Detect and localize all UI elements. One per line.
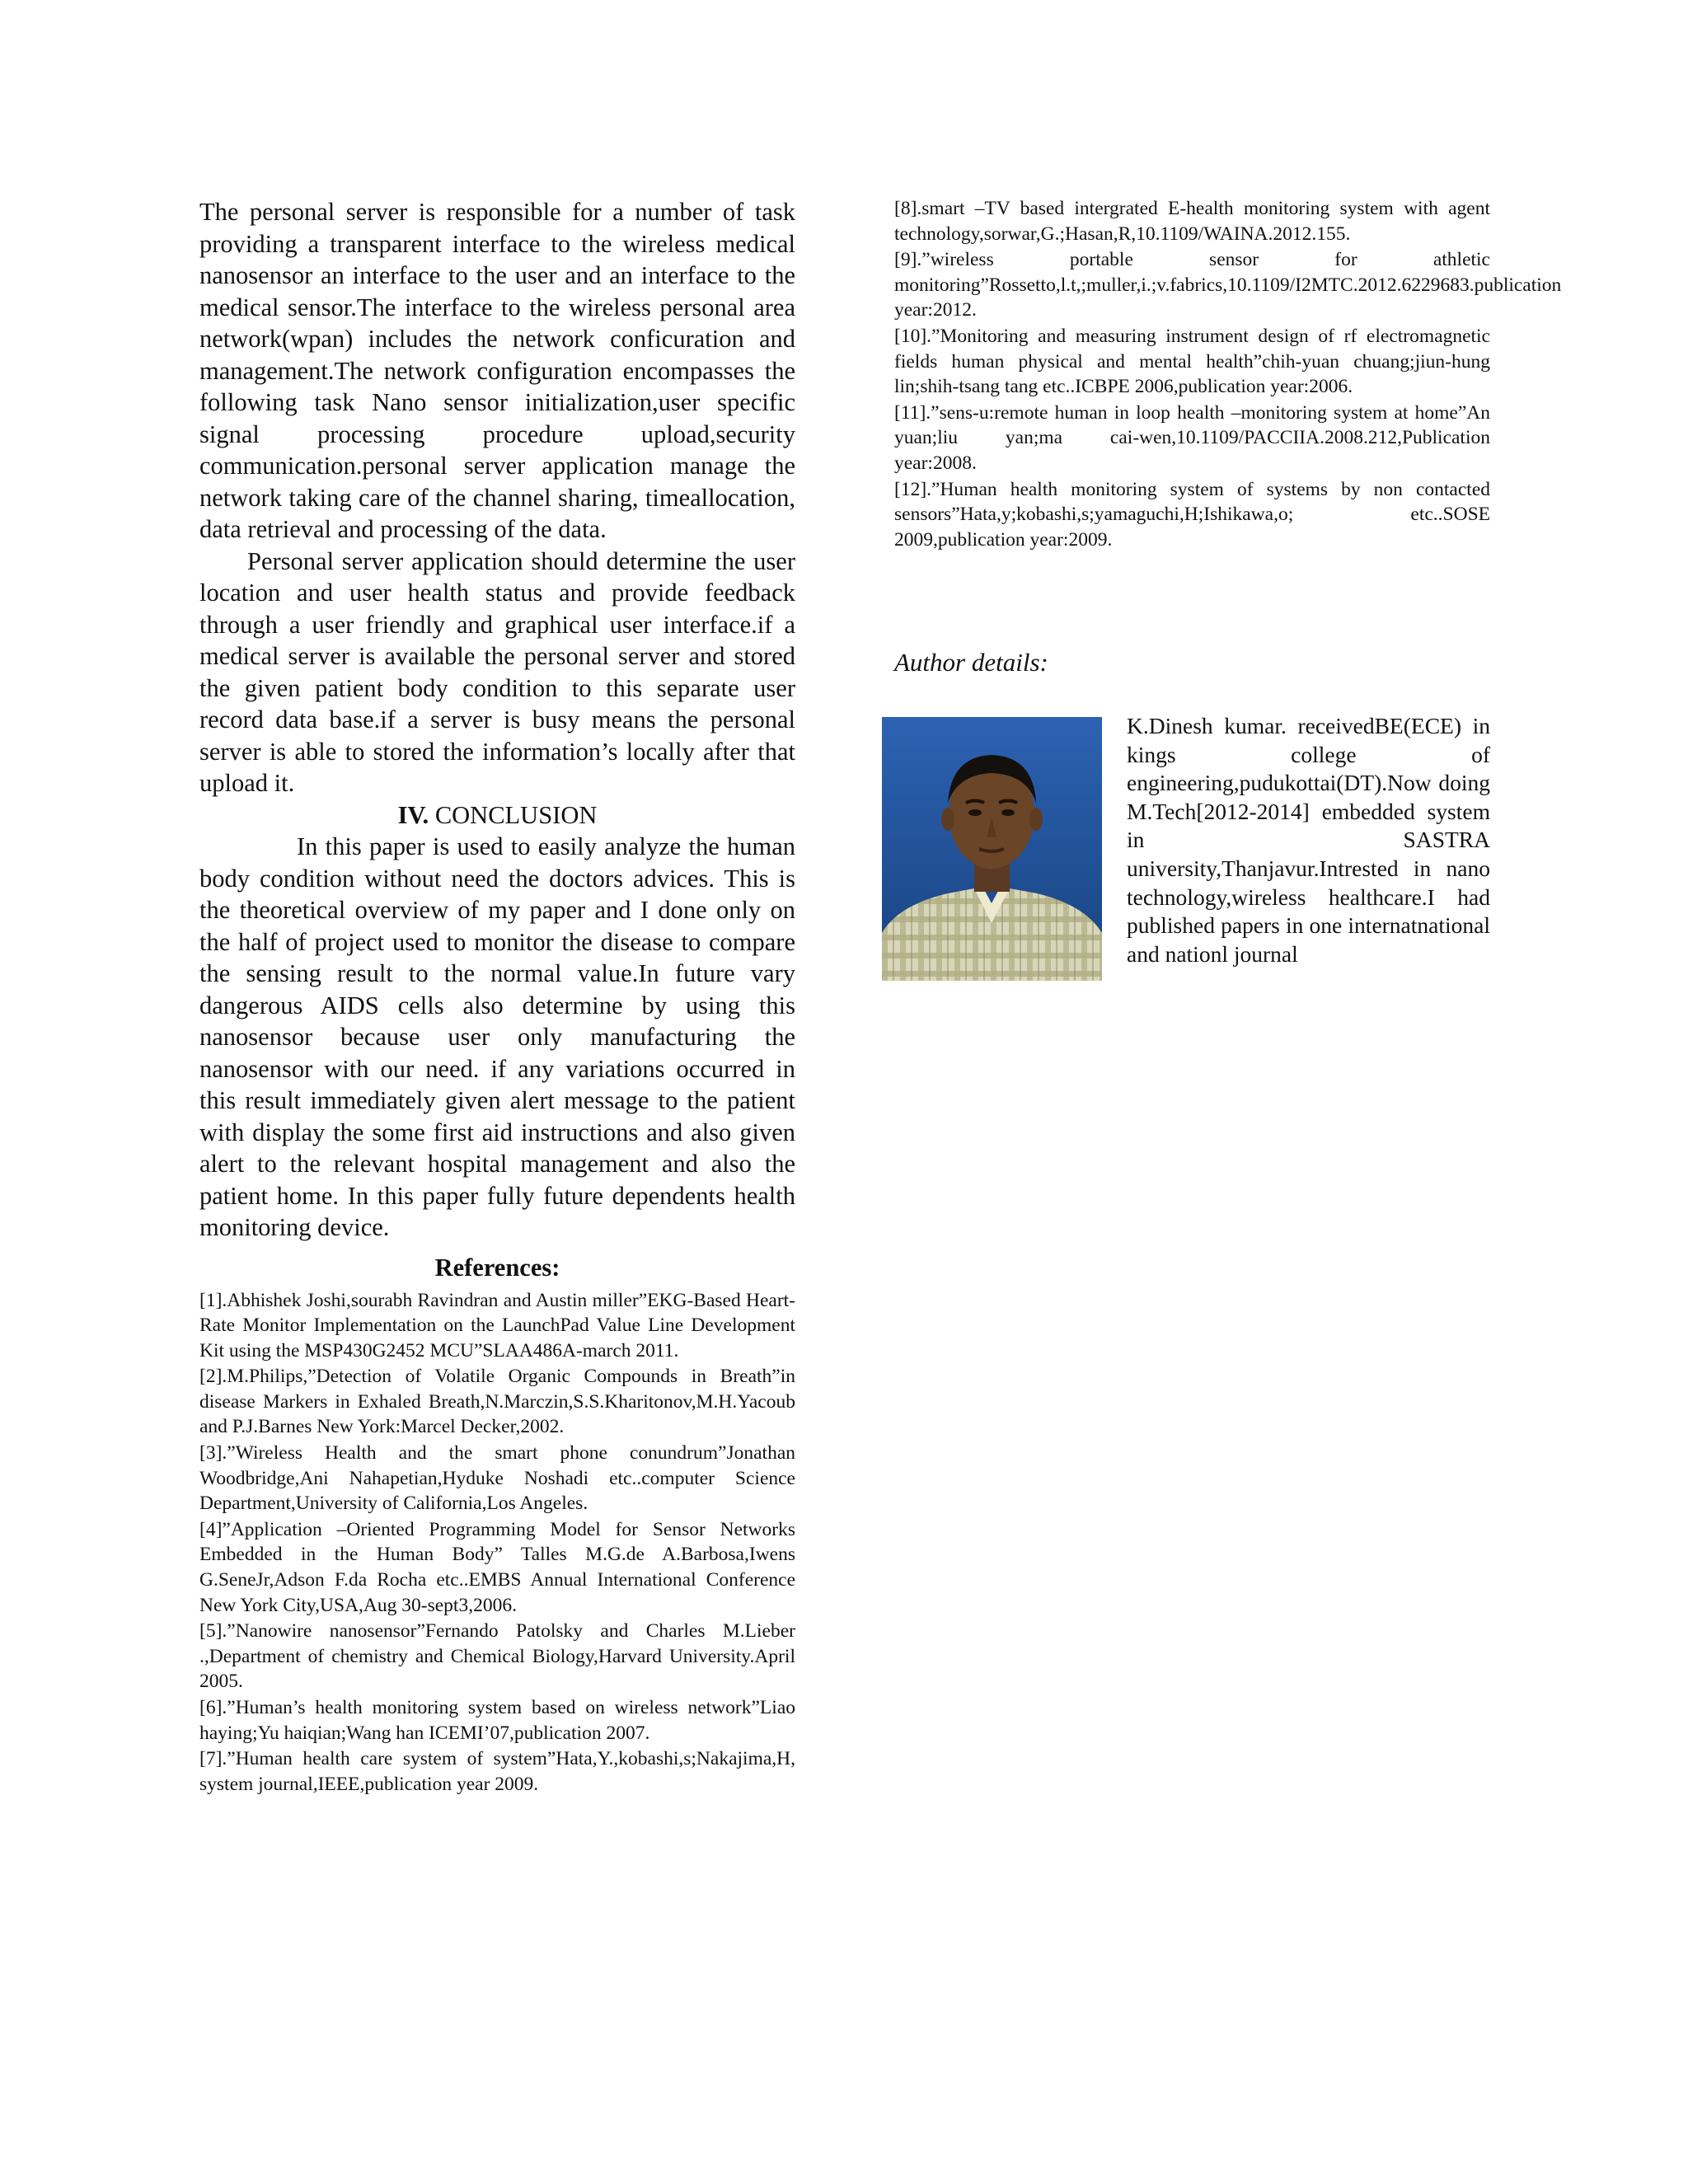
conclusion-title: CONCLUSION [434, 800, 598, 829]
references-heading: References: [434, 1253, 560, 1282]
references-list-right [894, 196, 1562, 552]
author-photo [882, 717, 1102, 981]
reference-item: [5].”Nanowire nanosensor”Fernando Patolsky and Charles M.Lieber .,Department of chemistry and Chemical Biology,Harvard University.April 2005. [199, 1620, 795, 1693]
right-column [894, 196, 1562, 967]
reference-item: [9].”wireless portable sensor for athletic monitoring”Rossetto,l.t,;muller,i.;v.fabrics,10.1109/I2MTC.2012.6229683.publication year:2012. [894, 249, 1562, 321]
reference-item: [12].”Human health monitoring system of systems by non contacted sensors”Hata,y;kobashi,s;yamaguchi,H;Ishikawa,o; etc..SOSE 2009,publication year:2009. [894, 478, 1490, 551]
reference-item: [1].Abhishek Joshi,sourabh Ravindran and Austin miller”EKG-Based Heart-Rate Monitor Implementation on the LaunchPad Value Line Development Kit using the MSP430G2452 MCU”SLAA486A-march 2011. [199, 1289, 795, 1361]
left-column [199, 196, 795, 1797]
reference-item: [11].”sens-u:remote human in loop health –monitoring system at home”An yuan;liu yan;ma cai-wen,10.1109/PACCIIA.2008.212,Publication year:2008. [894, 401, 1490, 474]
conclusion-number: IV. [397, 800, 429, 829]
reference-item: [6].”Human’s health monitoring system based on wireless network”Liao haying;Yu haiqian;Wang han ICEMI’07,publication 2007. [199, 1697, 795, 1744]
author-bio: K.Dinesh kumar. receivedBE(ECE) in kings college of engineering,pudukottai(DT).Now doing M.Tech[2012-2014] embedded system in SASTRA university,Thanjavur.Intrested in nano technology,wireless healthcare.I had published papers in one internatnational and nationl journal [1127, 713, 1490, 967]
body-paragraph-server-application: Personal server application should determine the user location and user health status and provide feedback through a user friendly and graphical user interface.if a medical server is available the personal server and stored the given patient body condition to this separate user record data base.if a server is busy means the personal server is able to stored the information’s locally after that upload it. [199, 546, 795, 797]
reference-item: [3].”Wireless Health and the smart phone conundrum”Jonathan Woodbridge,Ani Nahapetian,Hyduke Noshadi etc..computer Science Department,University of California,Los Angeles. [199, 1442, 795, 1515]
reference-item: [8].smart –TV based intergrated E-health monitoring system with agent technology,sorwar,G.;Hasan,R,10.1109/WAINA.2012.155. [894, 198, 1490, 245]
author-details-heading: Author details: [894, 648, 1048, 677]
reference-item: [10].”Monitoring and measuring instrument design of rf electromagnetic fields human physical and mental health”chih-yuan chuang;jiun-hung lin;shih-tsang tang etc..ICBPE 2006,publication year:2006. [894, 325, 1490, 398]
author-portrait-illustration [882, 717, 1102, 981]
references-list-left [199, 1288, 795, 1797]
conclusion-paragraph: In this paper is used to easily analyze the human body condition without need the doctors advices. This is the theoretical overview of my paper and I done only on the half of project used to monitor the disease to compare the sensing result to the normal value.In future vary dangerous AIDS cells also determine by using this nanosensor because user only manufacturing the nanosensor with our need. if any variations occurred in this result immediately given alert message to the patient with display the some first aid instructions and also given alert to the relevant hospital management and also the patient home. In this paper fully future dependents health monitoring device. [199, 832, 795, 1241]
reference-item: [2].M.Philips,”Detection of Volatile Organic Compounds in Breath”in disease Markers in Exhaled Breath,N.Marczin,S.S.Kharitonov,M.H.Yacoub and P.J.Barnes New York:Marcel Decker,2002. [199, 1366, 795, 1438]
conclusion-heading [199, 799, 795, 832]
body-paragraph-personal-server: The personal server is responsible for a number of task providing a transparent interface to the wireless medical nanosensor an interface to the user and an interface to the medical sensor.The interface to the wireless personal area network(wpan) includes the network conficuration and management.The network configuration encompasses the following task Nano sensor initialization,user specific signal processing procedure upload,security communication.personal server application manage the network taking care of the channel sharing, timeallocation, data retrieval and processing of the data. [199, 198, 795, 543]
reference-item: [7].”Human health care system of system”Hata,Y.,kobashi,s;Nakajima,H, system journal,IEEE,publication year 2009. [199, 1748, 795, 1795]
reference-item: [4]”Application –Oriented Programming Model for Sensor Networks Embedded in the Human Body” Talles M.G.de A.Barbosa,Iwens G.SeneJr,Adson F.da Rocha etc..EMBS Annual International Conference New York City,USA,Aug 30-sept3,2006. [199, 1518, 795, 1616]
